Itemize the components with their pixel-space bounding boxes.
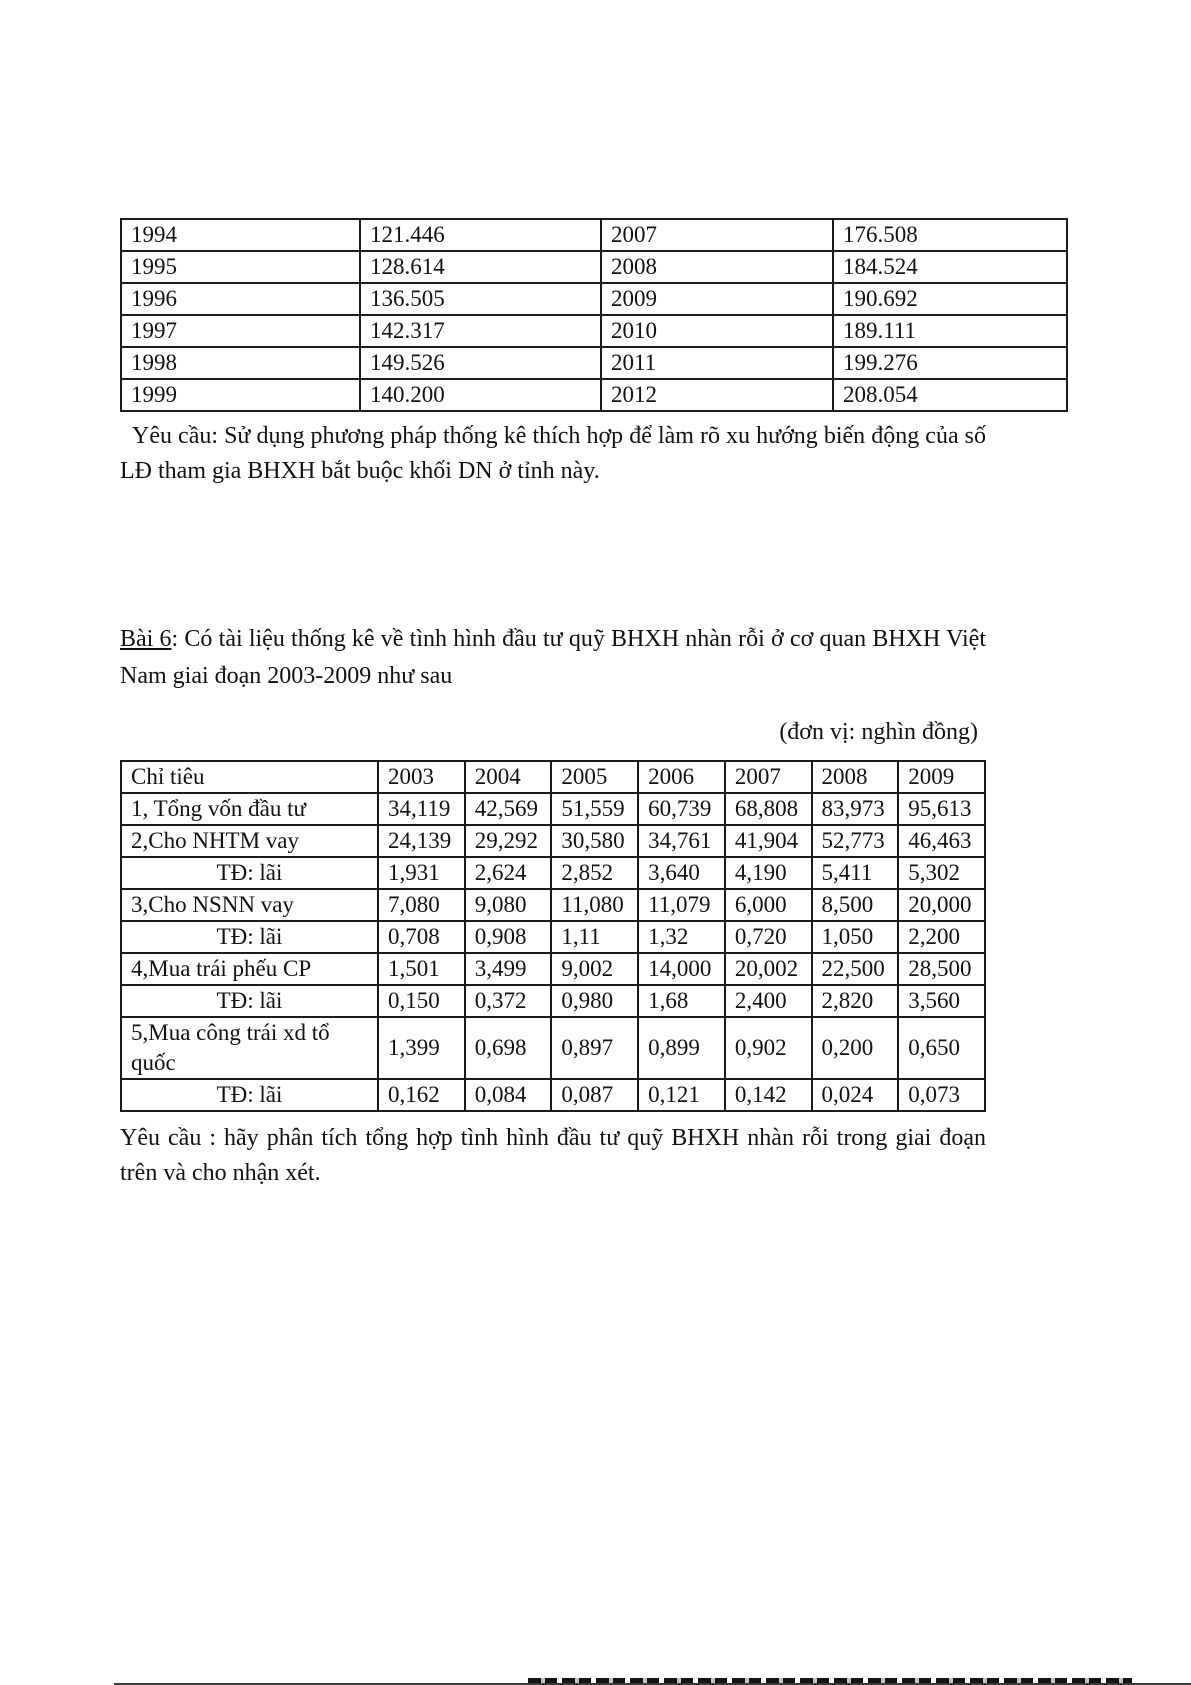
value-cell: 20,002 xyxy=(725,953,812,985)
value-cell: 60,739 xyxy=(638,793,725,825)
value-cell: 190.692 xyxy=(833,283,1067,315)
value-cell: 5,302 xyxy=(898,857,985,889)
value-cell: 30,580 xyxy=(551,825,638,857)
value-cell: 3,560 xyxy=(898,985,985,1017)
labor-participation-table xyxy=(120,218,1068,412)
criteria-header-cell: Chỉ tiêu xyxy=(121,761,378,793)
investment-table-head xyxy=(121,761,985,793)
value-cell: 184.524 xyxy=(833,251,1067,283)
value-cell: 11,079 xyxy=(638,889,725,921)
exercise-6-label: Bài 6 xyxy=(120,625,172,652)
value-cell: 0,899 xyxy=(638,1017,725,1079)
table-row xyxy=(121,251,1067,283)
investment-table xyxy=(120,760,986,1112)
value-cell: 0,087 xyxy=(551,1079,638,1111)
value-cell: 0,980 xyxy=(551,985,638,1017)
table-row xyxy=(121,953,985,985)
value-cell: 0,084 xyxy=(465,1079,552,1111)
exercise-6-intro: : Có tài liệu thống kê về tình hình đầu tư quỹ BHXH nhàn rỗi ở cơ quan BHXH Việt Nam giai đoạn 2003-2009 như sau xyxy=(120,625,986,689)
value-cell: 3,640 xyxy=(638,857,725,889)
labor-participation-table-body xyxy=(121,219,1067,411)
value-cell: 0,720 xyxy=(725,921,812,953)
value-cell: 2,820 xyxy=(812,985,899,1017)
value-cell: 0,200 xyxy=(812,1017,899,1079)
value-cell: 1,399 xyxy=(378,1017,465,1079)
investment-table-header-row xyxy=(121,761,985,793)
value-cell: 189.111 xyxy=(833,315,1067,347)
row-label-cell: TĐ: lãi xyxy=(121,857,378,889)
value-cell: 6,000 xyxy=(725,889,812,921)
value-cell: 176.508 xyxy=(833,219,1067,251)
value-cell: 7,080 xyxy=(378,889,465,921)
value-cell: 2,200 xyxy=(898,921,985,953)
value-cell: 34,119 xyxy=(378,793,465,825)
value-cell: 0,150 xyxy=(378,985,465,1017)
value-cell: 24,139 xyxy=(378,825,465,857)
value-cell: 34,761 xyxy=(638,825,725,857)
year-header-cell: 2004 xyxy=(465,761,552,793)
value-cell: 0,121 xyxy=(638,1079,725,1111)
value-cell: 3,499 xyxy=(465,953,552,985)
value-cell: 1,32 xyxy=(638,921,725,953)
value-cell: 22,500 xyxy=(812,953,899,985)
value-cell: 0,902 xyxy=(725,1017,812,1079)
table-row xyxy=(121,857,985,889)
value-cell: 1,11 xyxy=(551,921,638,953)
table-row xyxy=(121,283,1067,315)
row-label-cell: TĐ: lãi xyxy=(121,985,378,1017)
value-cell: 0,372 xyxy=(465,985,552,1017)
year-cell: 2010 xyxy=(601,315,833,347)
table-row xyxy=(121,315,1067,347)
value-cell: 1,501 xyxy=(378,953,465,985)
value-cell: 2,400 xyxy=(725,985,812,1017)
year-cell: 1994 xyxy=(121,219,360,251)
value-cell: 29,292 xyxy=(465,825,552,857)
value-cell: 142.317 xyxy=(360,315,601,347)
value-cell: 1,68 xyxy=(638,985,725,1017)
table-row xyxy=(121,1017,985,1079)
value-cell: 0,897 xyxy=(551,1017,638,1079)
value-cell: 1,050 xyxy=(812,921,899,953)
row-label-cell: 2,Cho NHTM vay xyxy=(121,825,378,857)
value-cell: 8,500 xyxy=(812,889,899,921)
value-cell: 0,024 xyxy=(812,1079,899,1111)
row-label-cell: 3,Cho NSNN vay xyxy=(121,889,378,921)
row-label-cell: 4,Mua trái phếu CP xyxy=(121,953,378,985)
value-cell: 9,080 xyxy=(465,889,552,921)
value-cell: 128.614 xyxy=(360,251,601,283)
value-cell: 0,650 xyxy=(898,1017,985,1079)
year-cell: 2008 xyxy=(601,251,833,283)
value-cell: 0,162 xyxy=(378,1079,465,1111)
value-cell: 2,852 xyxy=(551,857,638,889)
row-label-cell: TĐ: lãi xyxy=(121,1079,378,1111)
value-cell: 20,000 xyxy=(898,889,985,921)
value-cell: 83,973 xyxy=(812,793,899,825)
value-cell: 4,190 xyxy=(725,857,812,889)
requirement-2-text: Yêu cầu : hãy phân tích tổng hợp tình hình đầu tư quỹ BHXH nhàn rỗi trong giai đoạn trên và cho nhận xét. xyxy=(120,1124,986,1186)
value-cell: 199.276 xyxy=(833,347,1067,379)
year-cell: 2011 xyxy=(601,347,833,379)
value-cell: 0,708 xyxy=(378,921,465,953)
year-cell: 1999 xyxy=(121,379,360,411)
value-cell: 149.526 xyxy=(360,347,601,379)
value-cell: 0,142 xyxy=(725,1079,812,1111)
value-cell: 41,904 xyxy=(725,825,812,857)
year-cell: 2012 xyxy=(601,379,833,411)
value-cell: 0,908 xyxy=(465,921,552,953)
investment-table-body xyxy=(121,793,985,1111)
value-cell: 14,000 xyxy=(638,953,725,985)
value-cell: 208.054 xyxy=(833,379,1067,411)
year-header-cell: 2005 xyxy=(551,761,638,793)
table-row xyxy=(121,1079,985,1111)
value-cell: 52,773 xyxy=(812,825,899,857)
year-cell: 1998 xyxy=(121,347,360,379)
value-cell: 9,002 xyxy=(551,953,638,985)
value-cell: 121.446 xyxy=(360,219,601,251)
year-cell: 2009 xyxy=(601,283,833,315)
unit-note: (đơn vị: nghìn đồng) xyxy=(779,718,978,745)
year-header-cell: 2008 xyxy=(812,761,899,793)
value-cell: 95,613 xyxy=(898,793,985,825)
exercise-6-heading xyxy=(120,621,986,695)
year-header-cell: 2003 xyxy=(378,761,465,793)
value-cell: 0,698 xyxy=(465,1017,552,1079)
value-cell: 1,931 xyxy=(378,857,465,889)
value-cell: 140.200 xyxy=(360,379,601,411)
year-header-cell: 2006 xyxy=(638,761,725,793)
value-cell: 51,559 xyxy=(551,793,638,825)
requirement-1-text: Yêu cầu: Sử dụng phương pháp thống kê thích hợp để làm rõ xu hướng biến động của số LĐ tham gia BHXH bắt buộc khối DN ở tỉnh này. xyxy=(120,423,986,484)
table-row xyxy=(121,219,1067,251)
year-cell: 1996 xyxy=(121,283,360,315)
value-cell: 28,500 xyxy=(898,953,985,985)
table-row xyxy=(121,793,985,825)
year-header-cell: 2007 xyxy=(725,761,812,793)
document-content xyxy=(120,218,986,1191)
table-row xyxy=(121,825,985,857)
value-cell: 2,624 xyxy=(465,857,552,889)
year-cell: 2007 xyxy=(601,219,833,251)
value-cell: 68,808 xyxy=(725,793,812,825)
table-row xyxy=(121,379,1067,411)
row-label-cell: 5,Mua công trái xd tổ quốc xyxy=(121,1017,378,1079)
table-row xyxy=(121,985,985,1017)
value-cell: 136.505 xyxy=(360,283,601,315)
year-cell: 1997 xyxy=(121,315,360,347)
row-label-cell: 1, Tổng vốn đầu tư xyxy=(121,793,378,825)
value-cell: 46,463 xyxy=(898,825,985,857)
year-cell: 1995 xyxy=(121,251,360,283)
value-cell: 0,073 xyxy=(898,1079,985,1111)
table-row xyxy=(121,889,985,921)
value-cell: 5,411 xyxy=(812,857,899,889)
value-cell: 42,569 xyxy=(465,793,552,825)
value-cell: 11,080 xyxy=(551,889,638,921)
table-row xyxy=(121,347,1067,379)
year-header-cell: 2009 xyxy=(898,761,985,793)
table-row xyxy=(121,921,985,953)
row-label-cell: TĐ: lãi xyxy=(121,921,378,953)
